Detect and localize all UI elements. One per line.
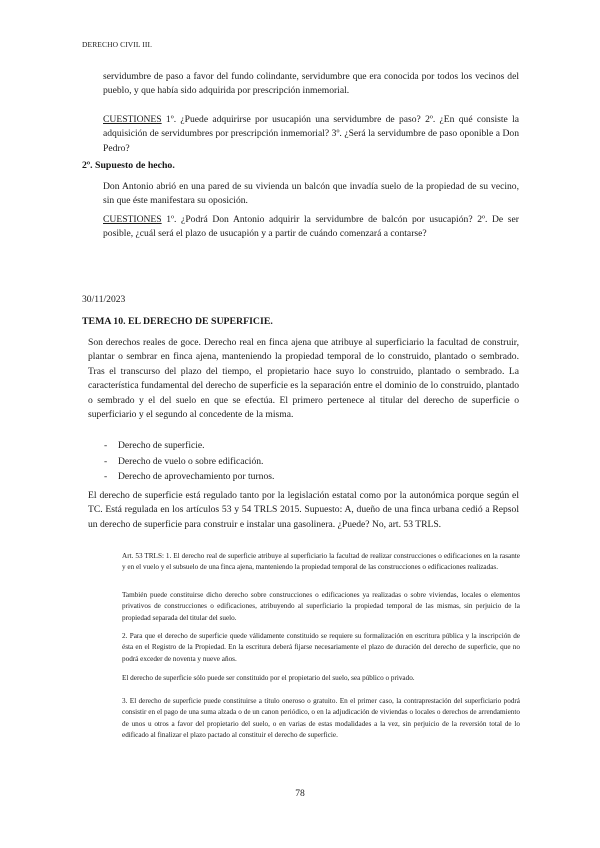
quote-art53-propietario: El derecho de superficie sólo puede ser constituido por el propietario del suelo, sea público o privado. <box>122 674 415 682</box>
running-header: DERECHO CIVIL III. <box>82 40 153 49</box>
page-number: 78 <box>295 788 305 799</box>
paragraph-servidumbre-continuation: servidumbre de paso a favor del fundo colindante, servidumbre que era conocida por todos los vecinos del pueblo, y que había sido adquirida por prescripción inmemorial. <box>103 71 519 97</box>
supuesto-heading: 2º. Supuesto de hecho. <box>82 160 175 171</box>
list-item: - Derecho de vuelo o sobre edificación. <box>88 454 274 470</box>
cuestiones-2-text: 1º. ¿Podrá Don Antonio adquirir la servidumbre de balcón por usucapión? 2º. De ser posible, ¿cuál será el plazo de usucapión y a partir de cuándo comenzará a contarse? <box>103 214 519 240</box>
cuestiones-1 <box>103 113 519 156</box>
list-dash: - <box>104 455 108 467</box>
quote-art53-3: 3. El derecho de superficie puede constituirse a título oneroso o gratuito. En el primer caso, la contraprestación del superficiario podrá consistir en el pago de una suma alzada o de un canon periódico, o en la adjudicación de viviendas o locales o derechos de arrendamiento de unos u otros a favor del propietario del suelo, o en varias de estas modalidades a la vez, sin perjuicio de la reversión total de lo edificado al finalizar el plazo pactado al constituir el derecho de superficie. <box>122 697 520 739</box>
tema-title: TEMA 10. EL DERECHO DE SUPERFICIE. <box>82 316 273 327</box>
date-line: 30/11/2023 <box>82 294 126 305</box>
cuestiones-1-text: 1º. ¿Puede adquirirse por usucapión una servidumbre de paso? 2º. ¿En qué consiste la adquisición de servidumbres por prescripción inmemorial? 3º. ¿Será la servidumbre de paso oponible a Don Pedro? <box>103 114 519 154</box>
quote-art53-1: Art. 53 TRLS: 1. El derecho real de superficie atribuye al superficiario la facultad de realizar construcciones o edificaciones en la rasante y en el vuelo y el subsuelo de una finca ajena, manteniendo la propiedad temporal de las construcciones o edificaciones realizadas. <box>122 552 520 572</box>
paragraph-tema-intro: Son derechos reales de goce. Derecho real en finca ajena que atribuye al superficiario la facultad de construir, plantar o sembrar en finca ajena, manteniendo la propiedad temporal de lo construido, plantado o sembrado. Tras el transcurso del plazo del tiempo, el propietario hace suyo lo construido, plantado o sembrado. La característica fundamental del derecho de superficie es la separación entre el dominio de lo construido, plantado o sembrado y el del suelo en que se efectúa. El primero pertenece al titular del derecho de superficie o superficiario y el segundo al concedente de la misma. <box>88 337 519 421</box>
cuestiones-1-label: CUESTIONES <box>103 114 162 125</box>
cuestiones-2 <box>103 213 519 242</box>
paragraph-supuesto: Don Antonio abrió en una pared de su vivienda un balcón que invadía suelo de la propiedad de su vecino, sin que éste manifestara su oposición. <box>103 181 519 207</box>
list-dash: - <box>104 440 108 451</box>
list-dash: - <box>104 471 108 482</box>
list-item: - Derecho de superficie. <box>88 438 274 454</box>
types-list <box>88 438 274 485</box>
quote-art53-tambien: También puede constituirse dicho derecho sobre construcciones o edificaciones ya realizadas o sobre viviendas, locales o elementos privativos de construcciones o edificaciones, atribuyendo al superficiario la propiedad temporal de las mismas, sin perjuicio de la propiedad separada del titular del suelo. <box>122 591 520 622</box>
quote-art53-2: 2. Para que el derecho de superficie quede válidamente constituido se requiere su formalización en escritura pública y la inscripción de ésta en el Registro de la Propiedad. En la escritura deberá fijarse necesariamente el plazo de duración del derecho de superficie, que no podrá exceder de noventa y nueve años. <box>122 632 520 663</box>
paragraph-regulacion: El derecho de superficie está regulado tanto por la legislación estatal como por la autonómica porque según el TC. Está regulada en los artículos 53 y 54 TRLS 2015. Supuesto: A, dueño de una finca urbana cedió a Repsol un derecho de superficie para construir e instalar una gasolinera. ¿Puede? No, art. 53 TRLS. <box>88 490 519 530</box>
cuestiones-2-label: CUESTIONES <box>103 214 162 225</box>
list-item: - Derecho de aprovechamiento por turnos. <box>88 469 274 485</box>
